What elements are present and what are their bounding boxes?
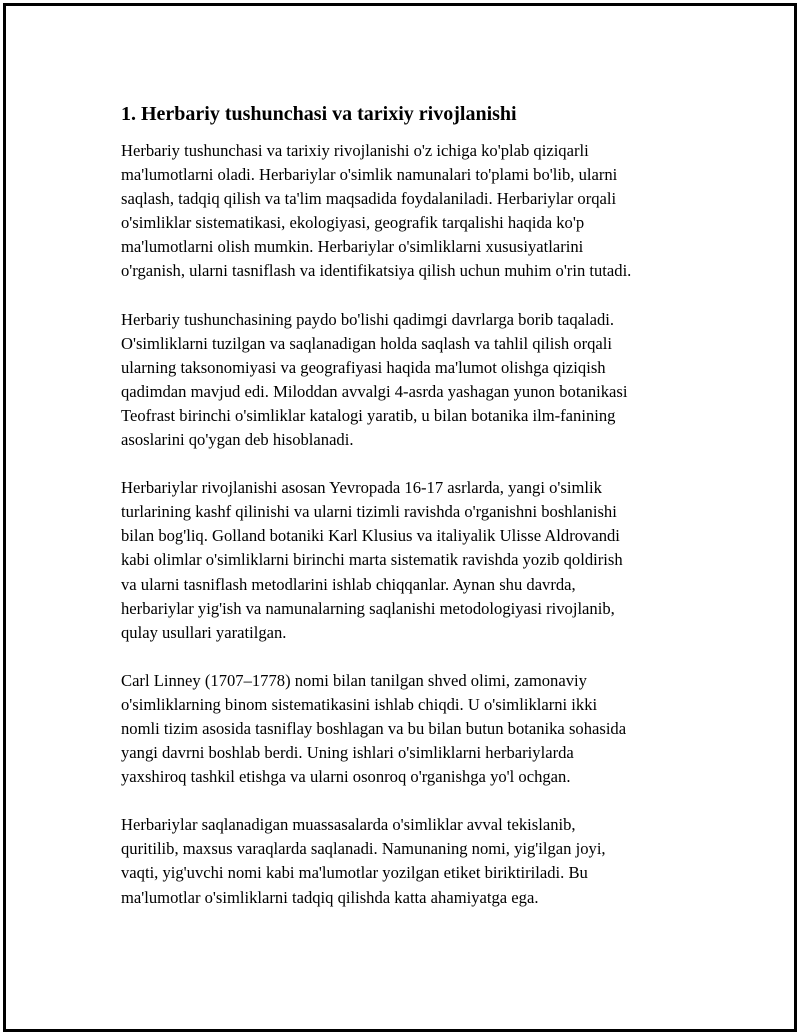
text-line: o'simliklarning binom sistematikasini ishlab chiqdi. U o'simliklarni ikki <box>121 694 598 714</box>
text-line: va ularni tasniflash metodlarini ishlab chiqqanlar. Aynan shu davrda, <box>121 574 576 594</box>
text-line: O'simliklarni tuzilgan va saqlanadigan holda saqlash va tahlil qilish orqali <box>121 333 613 353</box>
text-line: yangi davrni boshlab berdi. Uning ishlari o'simliklarni herbariylarda <box>121 743 574 763</box>
text-line: vaqti, yig'uvchi nomi kabi ma'lumotlar yozilgan etiket biriktiriladi. Bu <box>121 863 588 883</box>
text-line: Herbariylar saqlanadigan muassasalarda o'simliklar avval tekislanib, <box>121 815 576 835</box>
text-line: yaxshiroq tashkil etishga va ularni osonroq o'rganishga yo'l ochgan. <box>121 767 571 787</box>
text-line: ma'lumotlar o'simliklarni tadqiq qilishda katta ahamiyatga ega. <box>121 887 539 907</box>
text-line: qadimdan mavjud edi. Miloddan avvalgi 4-asrda yashagan yunon botanikasi <box>121 381 628 401</box>
text-line: turlarining kashf qilinishi va ularni tizimli ravishda o'rganishni boshlanishi <box>121 502 617 522</box>
text-line: Carl Linney (1707–1778) nomi bilan tanilgan shved olimi, zamonaviy <box>121 670 587 690</box>
page-border <box>3 3 797 1032</box>
paragraph-preservation <box>121 813 691 909</box>
text-line: Herbariy tushunchasi va tarixiy rivojlanishi o'z ichiga ko'plab qiziqarli <box>121 141 589 160</box>
text-line: ma'lumotlarni oladi. Herbariylar o'simlik namunalari to'plami bo'lib, ularni <box>121 165 618 185</box>
text-line: ularning taksonomiyasi va geografiyasi haqida ma'lumot olishga qiziqish <box>121 357 606 377</box>
section-heading: 1. Herbariy tushunchasi va tarixiy rivojlanishi <box>121 103 517 125</box>
text-line: o'rganish, ularni tasniflash va identifikatsiya qilish uchun muhim o'rin tutadi. <box>121 261 632 281</box>
text-line: quritilib, maxsus varaqlarda saqlanadi. Namunaning nomi, yig'ilgan joyi, <box>121 839 606 859</box>
paragraph-origins <box>121 308 691 453</box>
text-line: Herbariy tushunchasining paydo bo'lishi qadimgi davrlarga borib taqaladi. <box>121 309 615 329</box>
text-line: Herbariylar rivojlanishi asosan Yevropada 16-17 asrlarda, yangi o'simlik <box>121 478 602 498</box>
paragraph-intro <box>121 139 691 284</box>
text-line: saqlash, tadqiq qilish va ta'lim maqsadida foydalaniladi. Herbariylar orqali <box>121 189 617 209</box>
text-line: nomli tizim asosida tasniflay boshlagan va bu bilan butun botanika sohasida <box>121 718 627 738</box>
paragraph-europe <box>121 476 691 645</box>
text-line: o'simliklar sistematikasi, ekologiyasi, geografik tarqalishi haqida ko'p <box>121 213 585 233</box>
text-line: kabi olimlar o'simliklarni birinchi marta sistematik ravishda yozib qoldirish <box>121 550 623 570</box>
document-body <box>121 101 691 934</box>
text-line: ma'lumotlarni olish mumkin. Herbariylar o'simliklarni xususiyatlarini <box>121 237 584 257</box>
text-line: bilan bog'liq. Golland botaniki Karl Klusius va italiyalik Ulisse Aldrovandi <box>121 526 620 546</box>
text-line: Teofrast birinchi o'simliklar katalogi yaratib, u bilan botanika ilm-fanining <box>121 405 616 425</box>
text-line: herbariylar yig'ish va namunalarning saqlanishi metodologiyasi rivojlanib, <box>121 598 615 618</box>
paragraph-linnaeus <box>121 669 691 789</box>
text-line: asoslarini qo'ygan deb hisoblanadi. <box>121 430 354 450</box>
text-line: qulay usullari yaratilgan. <box>121 622 287 642</box>
